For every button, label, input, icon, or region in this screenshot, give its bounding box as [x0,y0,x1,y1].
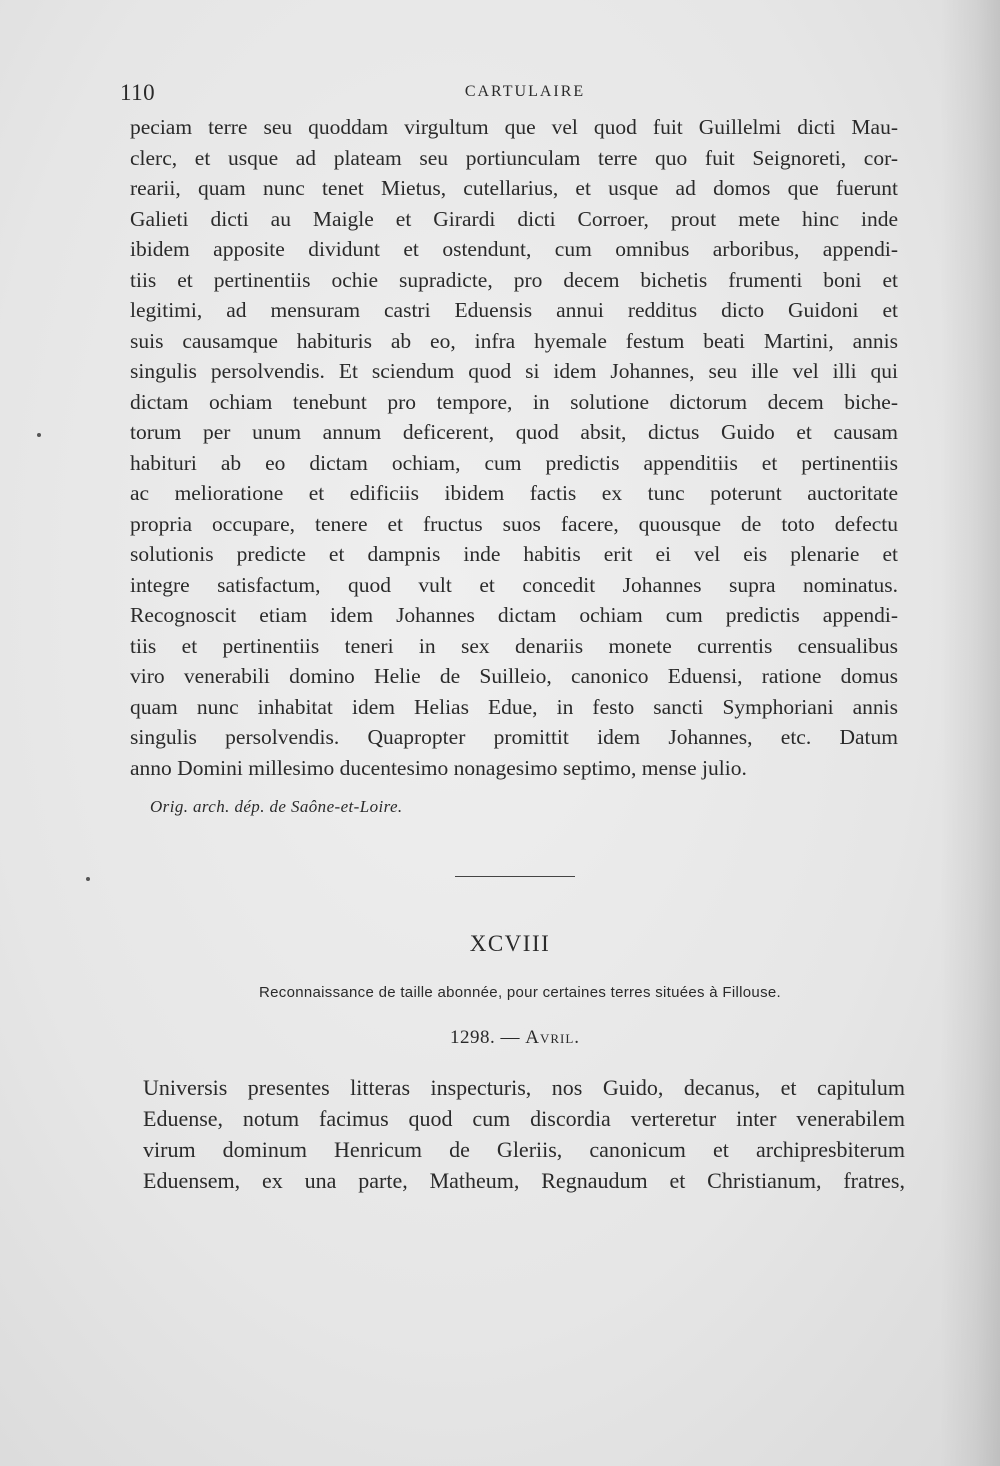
text-line: Galieti dicti au Maigle et Girardi dicti Corroer, prout mete hinc inde [130,206,898,231]
text-line: Universis presentes litteras inspecturis, nos Guido, decanus, et capitulum [143,1075,905,1100]
text-line: virum dominum Henricum de Gleriis, canonicum et archipresbiterum [143,1137,905,1162]
text-line: torum per unum annum deficerent, quod absit, dictus Guido et causam [130,420,898,444]
text-line: Recognoscit etiam idem Johannes dictam ochiam cum predictis appendi- [130,603,898,627]
text-line: dictam ochiam tenebunt pro tempore, in solutione dictorum decem biche- [130,389,898,414]
source-note: Orig. arch. dép. de Saône-et-Loire. [150,797,403,816]
text-line: integre satisfactum, quod vult et concedit Johannes supra nominatus. [130,572,898,597]
binding-gutter-shadow [940,0,1000,1466]
text-line: viro venerabili domino Helie de Suilleio, canonico Eduensi, ratione domus [130,664,898,688]
document-date-month: Avril. [525,1027,581,1048]
document-date [0,1027,1000,1049]
text-line: suis causamque habituris ab eo, infra hyemale festum beati Martini, annis [130,328,898,353]
text-line: habituri ab eo dictam ochiam, cum predictis appenditiis et pertinentiis [130,450,898,475]
charter-text [143,1072,905,1196]
text-line: anno Domini millesimo ducentesimo nonagesimo septimo, mense julio. [130,755,747,780]
text-line: clerc, et usque ad plateam seu portiunculam terre quo fuit Seignoreti, cor- [130,145,898,170]
text-line: quam nunc inhabitat idem Helias Edue, in festo sancti Symphoriani annis [130,694,898,719]
continued-charter-text [130,112,898,783]
document-date-year: 1298. — [449,1027,520,1048]
text-line: solutionis predicte et dampnis inde habitis erit ei vel eis plenarie et [130,542,898,566]
text-line: singulis persolvendis. Et sciendum quod si idem Johannes, seu ille vel illi qui [130,359,898,383]
document-summary: Reconnaissance de taille abonnée, pour certaines terres situées à Fillouse. [259,984,781,1001]
text-line: Eduense, notum facimus quod cum discordia verteretur inter venerabilem [143,1106,905,1131]
text-line: peciam terre seu quoddam virgultum que vel quod fuit Guillelmi dicti Mau- [130,115,898,139]
running-title: CARTULAIRE [464,83,586,100]
page-number: 110 [120,80,156,105]
paper-speck [37,433,41,437]
document-number: XCVIII [469,931,551,956]
text-line: rearii, quam nunc tenet Mietus, cutellarius, et usque ad domos que fuerunt [130,176,898,200]
text-line: singulis persolvendis. Quapropter promittit idem Johannes, etc. Datum [130,725,898,749]
text-line: Eduensem, ex una parte, Matheum, Regnaudum et Christianum, fratres, [143,1168,905,1193]
section-separator [455,876,575,877]
text-line: tiis et pertinentiis teneri in sex denariis monete currentis censualibus [130,633,898,658]
running-head [120,80,900,110]
text-line: propria occupare, tenere et fructus suos facere, quousque de toto defectu [130,511,898,536]
text-line: tiis et pertinentiis ochie supradicte, pro decem bichetis frumenti boni et [130,267,898,292]
text-line: legitimi, ad mensuram castri Eduensis annui redditus dicto Guidoni et [130,298,898,322]
text-line: ac melioratione et edificiis ibidem factis ex tunc poterunt auctoritate [130,481,898,505]
paper-speck [86,877,90,881]
text-line: ibidem apposite dividunt et ostendunt, cum omnibus arboribus, appendi- [130,237,898,261]
